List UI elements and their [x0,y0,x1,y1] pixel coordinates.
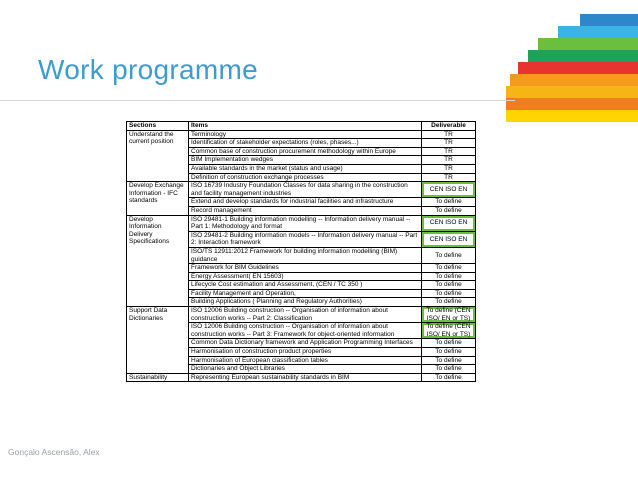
item-cell: Lifecycle Cost estimation and Assessment, (CEN / TC 350 ) [189,281,422,290]
item-cell: ISO 12006 Building construction -- Organisation of information about construction works -- Part 2: Classification [189,307,422,323]
stripe-1 [580,14,638,26]
item-cell: Available standards in the market (status and usage) [189,164,422,173]
deliverable-cell: TR [422,164,476,173]
deliverable-cell: To define [422,365,476,374]
item-cell: ISO 12006 Building construction -- Organisation of information about construction works -- Part 3: Framework for object-oriented information [189,323,422,339]
section-cell: Develop Information Delivery Specifications [127,215,189,307]
slide-title: Work programme [38,54,258,85]
item-cell: ISO 29481-2 Building information models -- Information delivery manual -- Part 2: Interaction framework [189,231,422,247]
item-cell: ISO 29481-1 Building information modelling -- Information delivery manual -- Part 1: Methodology and format [189,215,422,231]
item-cell: BIM Implementation wedges [189,156,422,165]
section-cell: Develop Exchange Information - IFC standards [127,182,189,215]
deliverable-cell: To define [422,281,476,290]
deliverable-cell: To define [422,247,476,263]
deliverable-cell: TR [422,130,476,139]
deliverable-cell: TR [422,147,476,156]
deliverable-cell: To define [422,298,476,307]
header-items: Items [189,122,422,131]
item-cell: Harmonisation of European classification tables [189,356,422,365]
deliverable-cell-highlighted: CEN ISO EN [422,215,476,231]
stripe-2 [558,26,638,38]
stripe-4 [528,50,638,62]
item-cell: Definition of construction exchange processes [189,173,422,182]
deliverable-cell-highlighted: To define (CEN ISO/ EN or TS) [422,323,476,339]
stripe-9 [506,110,638,122]
stripe-3 [538,38,638,50]
item-cell: Extend and develop standards for industrial facilities and infrastructure [189,198,422,207]
stripe-8 [506,98,638,110]
deliverable-cell: To define [422,356,476,365]
table-body [127,130,476,382]
item-cell: Representing European sustainability standards in BIM [189,373,422,382]
table-row [127,215,476,231]
table-header-row [127,122,476,131]
table-row [127,182,476,198]
item-cell: Harmonisation of construction product properties [189,348,422,357]
item-cell: Energy Assessment( EN 15603) [189,272,422,281]
stripe-7 [506,86,638,98]
item-cell: Framework for BIM Guidelines [189,264,422,273]
item-cell: Record management [189,206,422,215]
item-cell: ISO/TS 12911:2012 Framework for building information modelling (BIM) guidance [189,247,422,263]
table-row [127,130,476,139]
section-cell: Support Data Dictionaries [127,307,189,374]
deliverable-cell: TR [422,173,476,182]
section-cell: Sustainability [127,373,189,382]
deliverable-cell-highlighted: CEN ISO EN [422,231,476,247]
item-cell: ISO 16739 Industry Foundation Classes for data sharing in the construction and facility management industries [189,182,422,198]
stripe-5 [518,62,638,74]
item-cell: Building Applications ( Planning and Regulatory Authorities) [189,298,422,307]
table-row [127,307,476,323]
work-programme-table [126,121,476,382]
title-divider [0,100,515,101]
deliverable-cell: To define [422,198,476,207]
deliverable-cell-highlighted: CEN ISO EN [422,182,476,198]
deliverable-cell: To define [422,373,476,382]
header-deliverable: Deliverable [422,122,476,131]
item-cell: Common Data Dictionary framework and Application Programming Interfaces [189,339,422,348]
item-cell: Facility Management and Operation, [189,289,422,298]
item-cell: Dictionaries and Object Libraries [189,365,422,374]
deliverable-cell: To define [422,339,476,348]
table-row [127,373,476,382]
header-sections: Sections [127,122,189,131]
deliverable-cell-highlighted: To define (CEN ISO/ EN or TS) [422,307,476,323]
deliverable-cell: To define [422,348,476,357]
item-cell: Terminology [189,130,422,139]
section-cell: Understand the current position [127,130,189,182]
deliverable-cell: TR [422,156,476,165]
item-cell: Common base of construction procurement methodology within Europe [189,147,422,156]
decorative-stripes [506,0,638,120]
deliverable-cell: To define [422,264,476,273]
deliverable-cell: To define [422,289,476,298]
item-cell: Identification of stakeholder expectations (roles, phases...) [189,139,422,148]
author-name: Gonçalo Ascensão, Alex [8,447,100,457]
stripe-6 [510,74,638,86]
deliverable-cell: To define [422,206,476,215]
deliverable-cell: To define [422,272,476,281]
deliverable-cell: TR [422,139,476,148]
